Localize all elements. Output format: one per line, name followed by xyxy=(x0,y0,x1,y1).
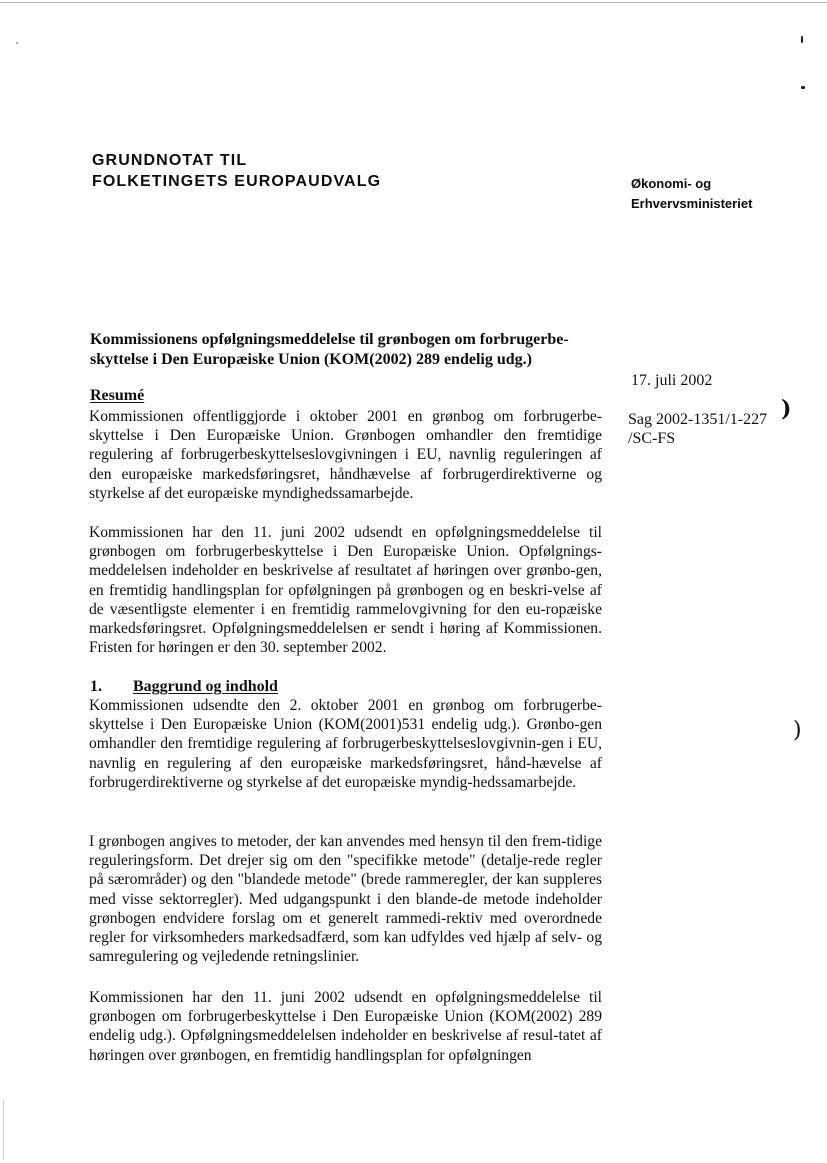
background-paragraph-3: Kommissionen har den 11. juni 2002 udsendt en opfølgningsmeddelelse til grønbogen om forbrugerbeskyttelse i Den Europæiske Union (KOM(2002) 289 endelig udg.). Opfølgningsmeddelelsen indeholder en beskrivelse af resul-tatet af høringen over grønbogen, en fremtidig handlingsplan for opfølgningen xyxy=(89,989,602,1064)
memo-title-line1: GRUNDNOTAT TIL xyxy=(92,152,248,169)
resume-paragraph-1: Kommissionen offentliggjorde i oktober 2001 en grønbog om forbrugerbe-skyttelse i Den Europæiske Union. Grønbogen omhandler den fremtidige regulering af forbrugerbeskyttelseslovgivningen i EU, navnlig reguleringen af den europæiske markedsføringsret, håndhævelse af forbrugerdirektiverne og styrkelse af det europæiske myndighedssamarbejde. xyxy=(89,408,602,502)
background-paragraph-1: Kommissionen udsendte den 2. oktober 2001 en grønbog om forbrugerbe-skyttelse i Den Europæiske Union (KOM(2001)531 endelig udg.). Grønbo-gen omhandler den fremtidige regulering af forbrugerbeskyttelseslovgivnin-gen i EU, navnlig en regulering af den europæiske markedsføringsret, hånd-hævelse af forbrugerdirektiverne og styrkelse af det europæiske myndig-hedssamarbejde. xyxy=(89,697,602,791)
margin-bracket-mark: ) xyxy=(781,396,792,422)
margin-bracket-mark: ) xyxy=(793,718,802,743)
case-number: Sag 2002-1351/1-227 xyxy=(628,411,768,428)
case-reference xyxy=(628,410,767,448)
scan-left-edge xyxy=(3,1100,4,1160)
ministry-line1: Økonomi- og xyxy=(631,176,712,191)
scan-speck xyxy=(801,86,805,89)
scan-speck xyxy=(16,42,18,44)
background-section-title: Baggrund og indhold xyxy=(133,678,278,695)
resume-paragraph-2: Kommissionen har den 11. juni 2002 udsendt en opfølgningsmeddelelse til grønbogen om forbrugerbeskyttelse i Den Europæiske Union. Opfølgnings-meddelelsen indeholder en beskrivelse af resultatet af høringen over grønbo-gen, en fremtidig handlingsplan for opfølgningen på grønbogen og en beskri-velse af de væsentligste elementer i en fremtidig rammelovgivning for den eu-ropæiske markedsføringsret. Opfølgningsmeddelelsen er sendt i høring af Kommissionen. Fristen for høringen er den 30. september 2002. xyxy=(89,524,602,657)
background-section-number: 1. xyxy=(90,678,102,695)
ministry-line2: Erhvervsministeriet xyxy=(631,196,753,211)
memo-title-line2: FOLKETINGETS EUROPAUDVALG xyxy=(92,173,382,190)
background-paragraph-2: I grønbogen angives to metoder, der kan anvendes med hensyn til den frem-tidige reguleringsform. Det drejer sig om den "specifikke metode" (detalje-rede regler på særområder) og den "blandede metode" (brede rammeregler, der kan suppleres med visse sektorregler). Med udgangspunkt i den blande-de metode indeholder grønbogen endvidere forslag om et generelt rammedi-rektiv med overordnede regler for virksomheders markedsadfærd, som kan udfyldes ved hjælp af selv- og samregulering og vejledende retningslinier. xyxy=(89,833,602,966)
resume-heading: Resumé xyxy=(90,387,145,404)
document-title: Kommissionens opfølgningsmeddelelse til grønbogen om forbrugerbe-skyttelse i Den Europæiske Union (KOM(2002) 289 endelig udg.) xyxy=(90,331,569,368)
background-heading xyxy=(90,677,278,696)
document-date: 17. juli 2002 xyxy=(631,372,713,389)
scan-speck xyxy=(801,36,803,43)
memo-title-block xyxy=(92,150,381,192)
ministry-block xyxy=(631,174,752,214)
case-suffix: /SC-FS xyxy=(628,430,676,447)
scan-top-border xyxy=(0,2,827,3)
